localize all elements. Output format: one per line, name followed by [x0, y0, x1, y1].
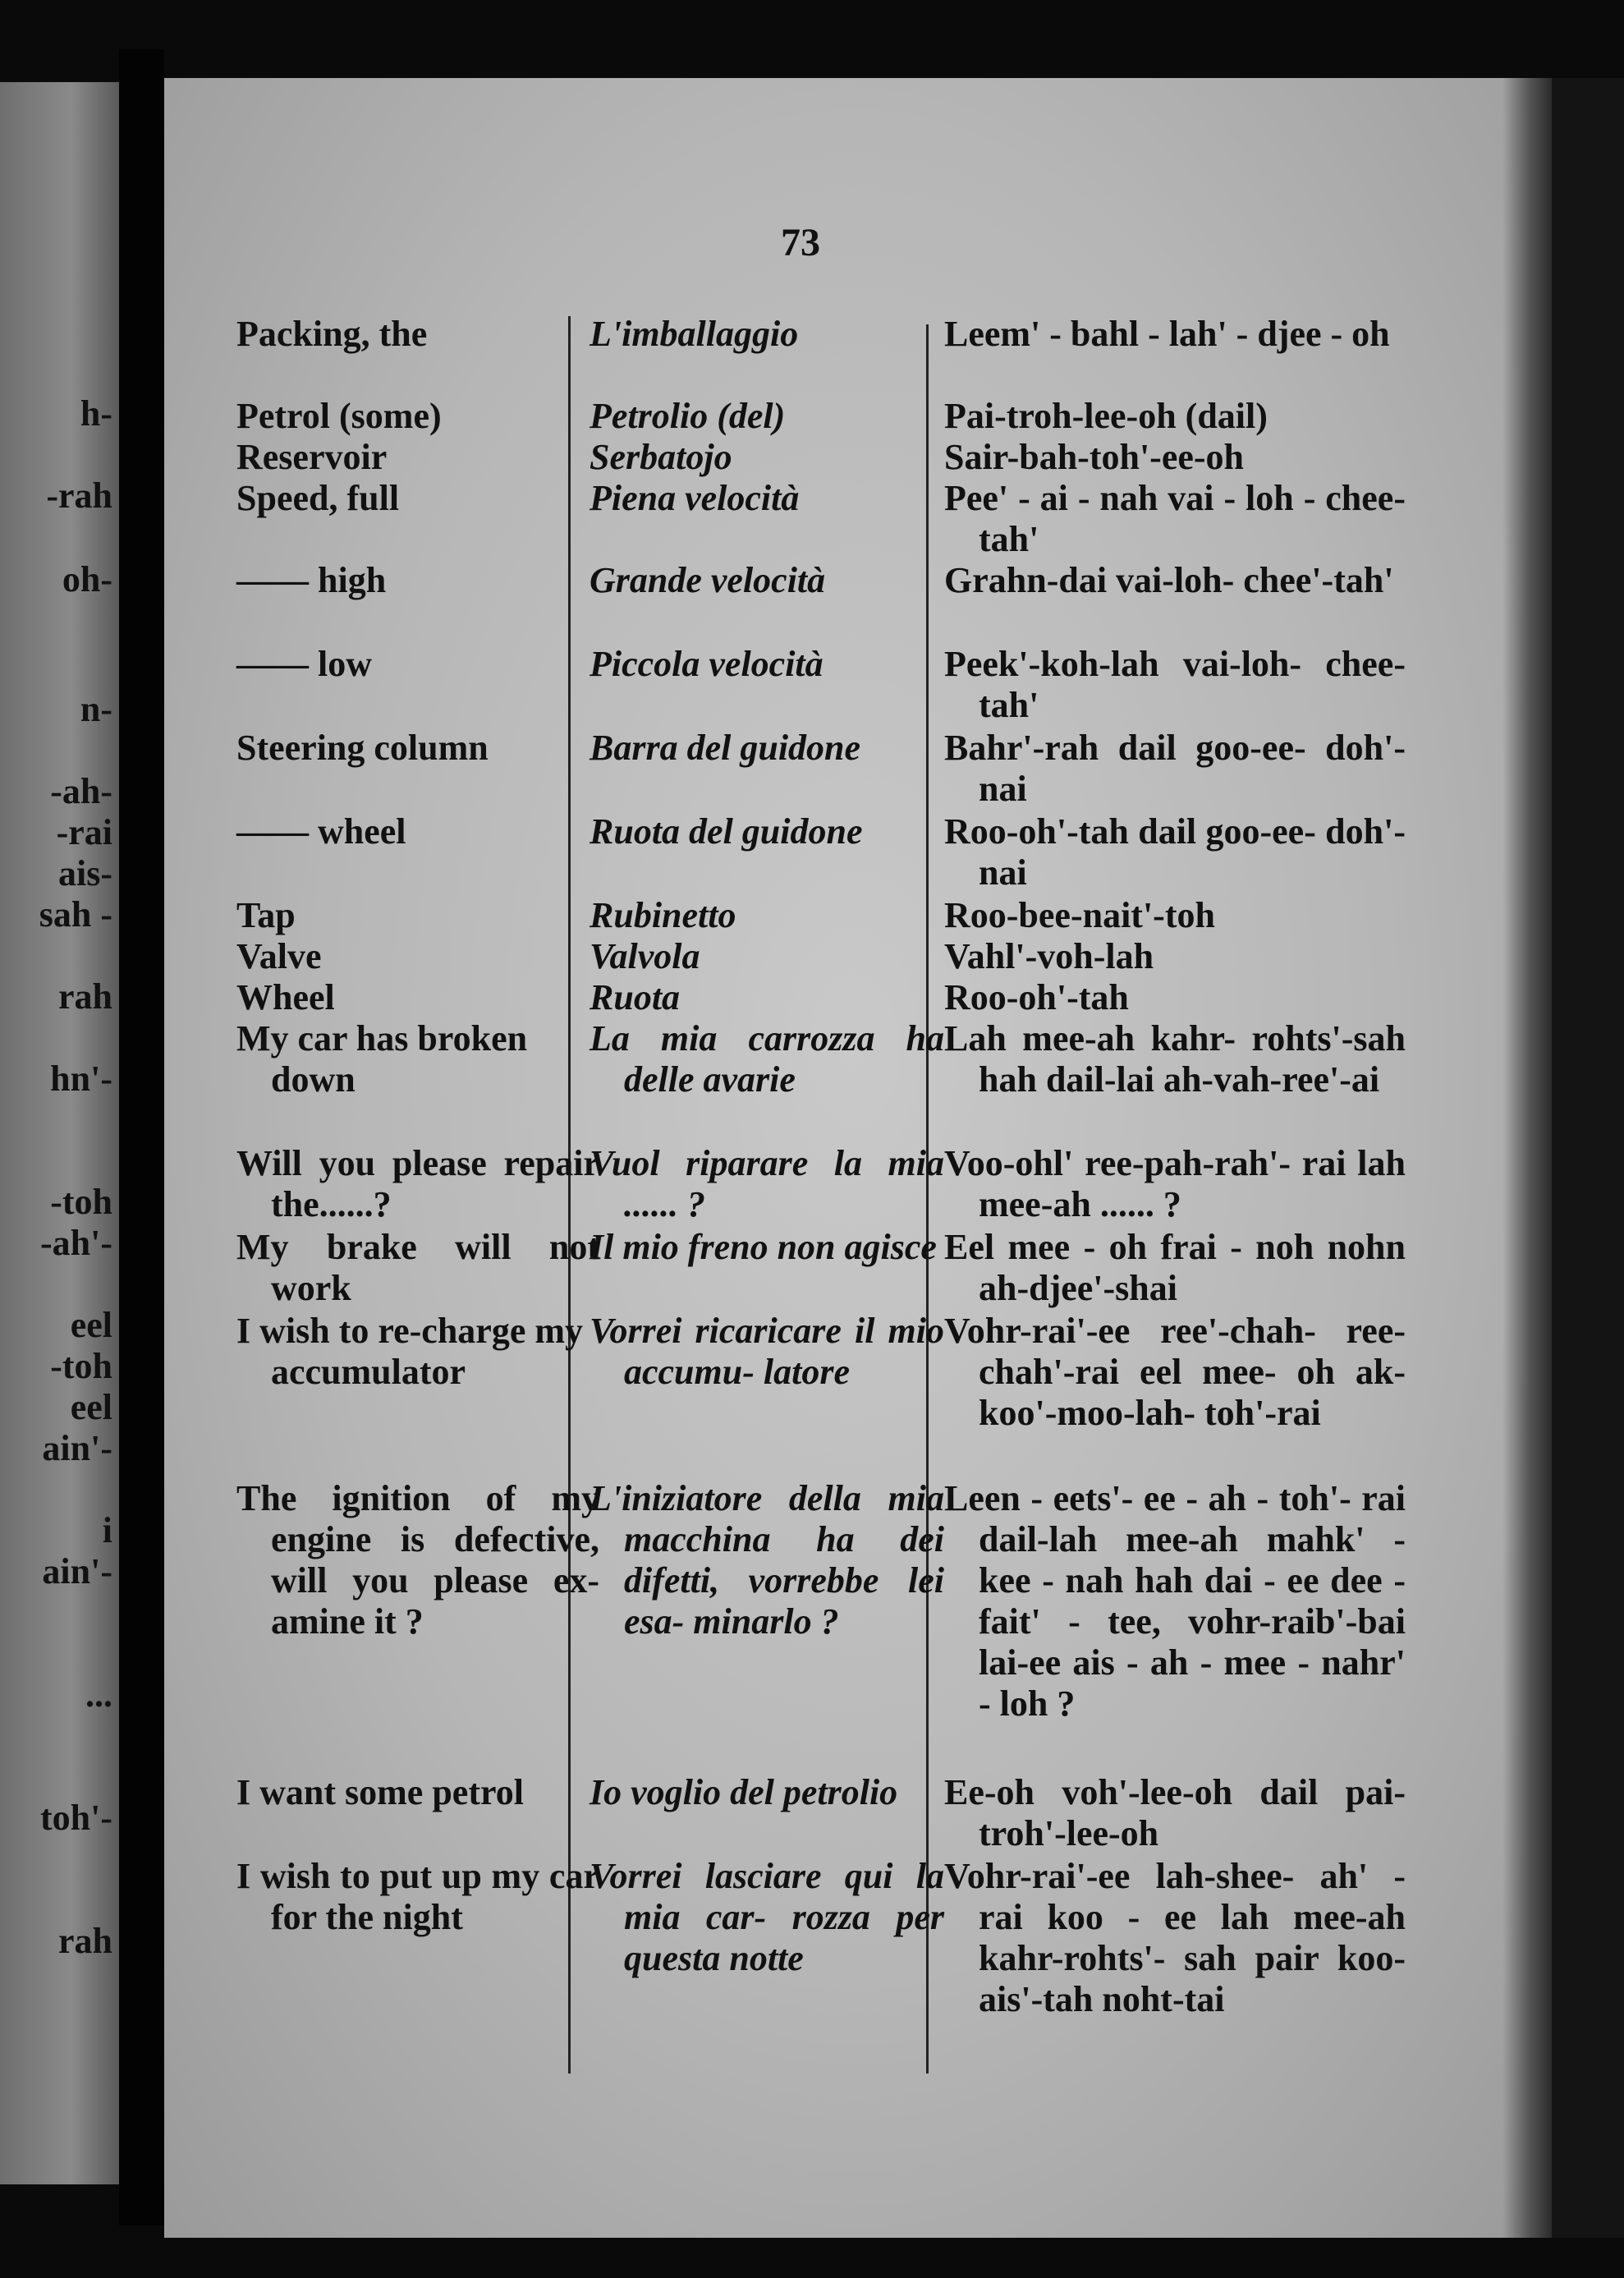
pronunciation: Roo-oh'-tah	[944, 977, 1129, 1017]
english-term: Reservoir	[236, 437, 388, 477]
italian-term: Piccola velocità	[590, 644, 823, 684]
fragment: i	[102, 1510, 112, 1550]
english-term: —— wheel	[236, 811, 406, 852]
italian-term: L'imballaggio	[590, 314, 799, 354]
fragment: -ah'-	[40, 1223, 112, 1263]
fragment: n-	[80, 689, 112, 729]
fragment: -ah-	[50, 771, 112, 811]
pronunciation: Leem' - bahl - lah' - djee - oh	[944, 314, 1390, 354]
pronunciation: Grahn-dai vai-loh- chee'-tah'	[944, 560, 1394, 600]
pronunciation: Roo-bee-nait'-toh	[944, 895, 1215, 935]
english-term: Tap	[236, 895, 296, 935]
fragment: h-	[80, 393, 112, 434]
pronunciation: Bahr'-rah dail goo-ee- doh'-nai	[944, 728, 1406, 809]
italian-term: La mia carrozza ha delle avarie	[590, 1018, 944, 1100]
english-term: I wish to put up my car for the night	[236, 1856, 599, 1937]
english-term: Valve	[236, 936, 322, 976]
pronunciation: Eel mee - oh frai - noh nohn ah-djee'-shai	[944, 1227, 1406, 1308]
english-term: I wish to re-charge my accumulator	[236, 1311, 583, 1392]
fragment: -toh	[50, 1182, 112, 1222]
italian-term: Grande velocità	[590, 560, 826, 600]
english-term: Wheel	[236, 977, 335, 1017]
english-term: My brake will not work	[236, 1227, 599, 1308]
english-term: —— low	[236, 644, 372, 684]
pronunciation: Pai-troh-lee-oh (dail)	[944, 396, 1268, 436]
pronunciation: Pee' - ai - nah vai - loh - chee-tah'	[944, 478, 1406, 559]
english-term: My car has broken down	[236, 1018, 528, 1100]
english-term: Will you please repair the......?	[236, 1143, 599, 1224]
italian-term: Barra del guidone	[590, 728, 861, 768]
english-term: The ignition of my engine is defective, will you please ex- amine it ?	[236, 1478, 599, 1642]
fragment: ain'-	[42, 1428, 112, 1468]
english-term: Petrol (some)	[236, 396, 442, 436]
fragment: ...	[85, 1674, 112, 1715]
italian-term: Valvola	[590, 936, 700, 976]
italian-term: Vuol riparare la mia ...... ?	[590, 1143, 944, 1224]
italian-term: Serbatojo	[590, 437, 732, 477]
page-number: 73	[781, 221, 820, 264]
fragment: sah -	[39, 894, 112, 935]
fragment: oh-	[62, 559, 112, 599]
pronunciation: Vahl'-voh-lah	[944, 936, 1154, 976]
italian-term: Io voglio del petrolio	[590, 1772, 898, 1812]
fragment: -toh	[50, 1346, 112, 1386]
fragment: rah	[58, 976, 112, 1017]
italian-term: Vorrei lasciare qui la mia car- rozza per questa notte	[590, 1856, 944, 1978]
pronunciation: Leen - eets'- ee - ah - toh'- rai dail-lah mee-ah mahk' - kee - nah hah dai - ee dee - fait' - tee, vohr-raib'-bai lai-ee ais - ah - mee - nahr' - loh ?	[944, 1478, 1406, 1724]
fragment: ais-	[58, 853, 112, 893]
fragment: rah	[58, 1921, 112, 1961]
pronunciation: Vohr-rai'-ee ree'-chah- ree-chah'-rai eel mee- oh ak-koo'-moo-lah- toh'-rai	[944, 1311, 1406, 1433]
facing-page-edge	[0, 82, 119, 2184]
italian-term: Rubinetto	[590, 895, 736, 935]
english-term: Speed, full	[236, 478, 400, 518]
italian-term: Ruota del guidone	[590, 811, 863, 852]
italian-term: Il mio freno non agisce	[590, 1227, 937, 1267]
italian-term: Petrolio (del)	[590, 396, 786, 436]
fragment: eel	[70, 1305, 112, 1345]
fragment: toh'-	[40, 1798, 112, 1838]
page-shadow	[1502, 78, 1552, 2238]
pronunciation: Voo-ohl' ree-pah-rah'- rai lah mee-ah ...... ?	[944, 1143, 1406, 1224]
fragment: ain'-	[42, 1551, 112, 1591]
italian-term: Ruota	[590, 977, 681, 1017]
italian-term: Piena velocità	[590, 478, 800, 518]
pronunciation: Lah mee-ah kahr- rohts'-sah hah dail-lai ah-vah-ree'-ai	[944, 1018, 1406, 1100]
pronunciation: Peek'-koh-lah vai-loh- chee-tah'	[944, 644, 1406, 725]
pronunciation: Sair-bah-toh'-ee-oh	[944, 437, 1245, 477]
scan-border	[1552, 78, 1624, 2238]
pronunciation: Roo-oh'-tah dail goo-ee- doh'-nai	[944, 811, 1406, 893]
english-term: Packing, the	[236, 314, 428, 354]
pronunciation: Ee-oh voh'-lee-oh dail pai-troh'-lee-oh	[944, 1772, 1406, 1853]
english-term: I want some petrol	[236, 1772, 524, 1812]
italian-term: L'iniziatore della mia macchina ha dei difetti, vorrebbe lei esa- minarlo ?	[590, 1478, 944, 1642]
italian-term: Vorrei ricaricare il mio accumu- latore	[590, 1311, 944, 1392]
english-term: —— high	[236, 560, 387, 600]
pronunciation: Vohr-rai'-ee lah-shee- ah' - rai koo - ee lah mee-ah kahr-rohts'- sah pair koo-ais'-tah noht-tai	[944, 1856, 1406, 2019]
book-gutter	[119, 49, 164, 2225]
fragment: eel	[70, 1387, 112, 1427]
fragment: -rah	[46, 475, 112, 516]
fragment: hn'-	[50, 1059, 112, 1099]
english-term: Steering column	[236, 728, 489, 768]
fragment: -rai	[56, 812, 112, 852]
